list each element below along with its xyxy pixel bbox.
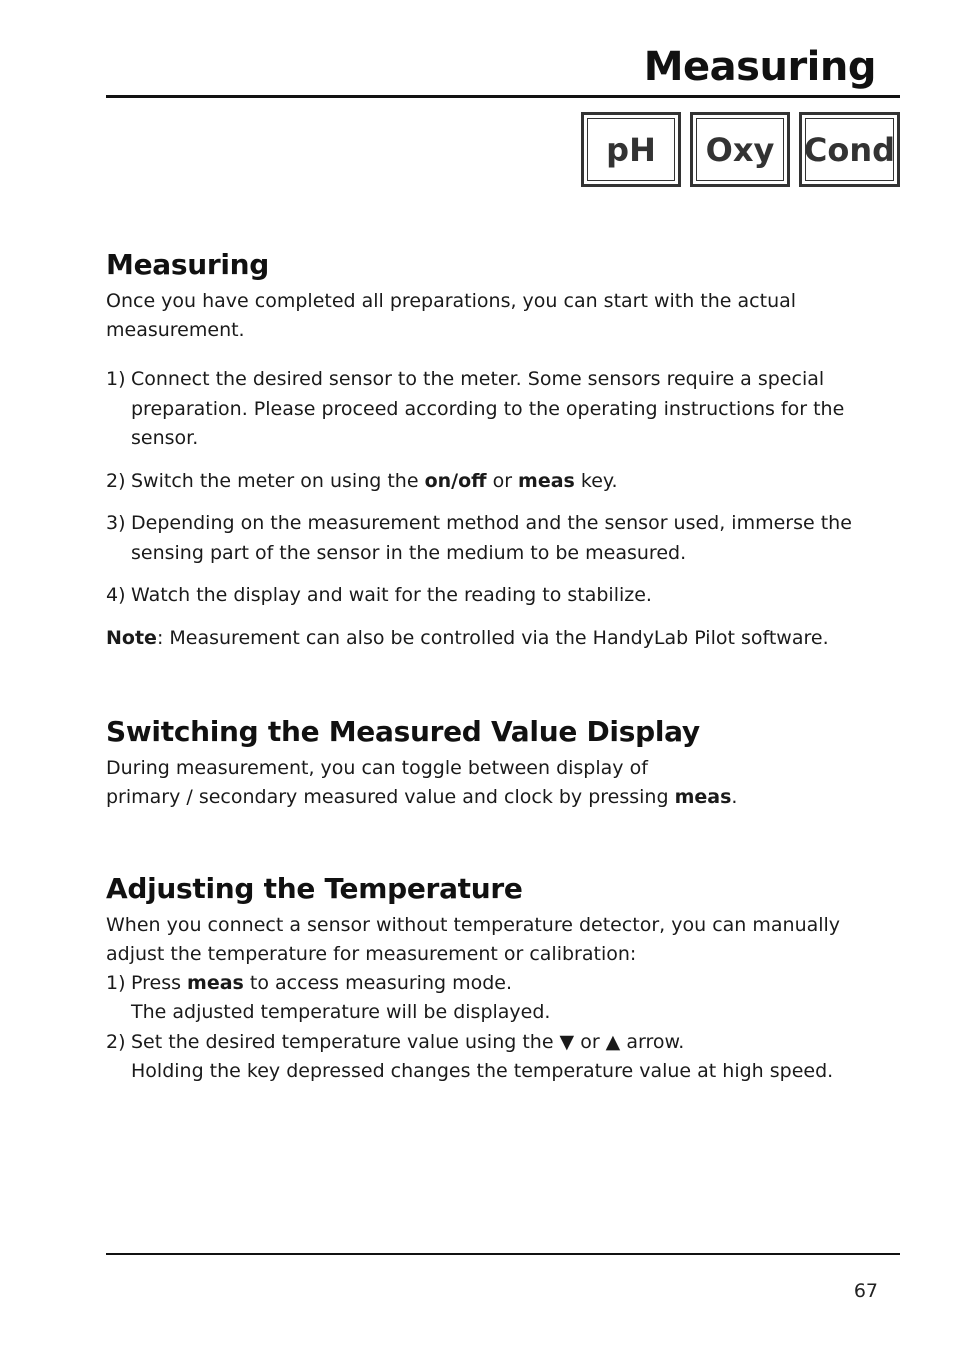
step-item — [106, 969, 896, 1028]
note — [106, 624, 896, 653]
step-text — [131, 969, 896, 1028]
footer-rule — [106, 1253, 900, 1255]
step-number: 1) — [106, 368, 126, 390]
section-heading: Measuring — [106, 248, 270, 281]
text-fragment: to access measuring mode. — [243, 971, 513, 994]
key-meas: meas — [187, 971, 244, 994]
step-text — [131, 1028, 896, 1087]
section-intro: Once you have completed all preparations, you can start with the actual measurement. — [106, 290, 797, 341]
section-measuring — [106, 248, 896, 653]
key-meas: meas — [518, 469, 575, 492]
text-line: Holding the key depressed changes the temperature value at high speed. — [131, 1060, 834, 1082]
step-text: Watch the display and wait for the reading to stabilize. — [131, 584, 652, 606]
badge-cond: Cond — [799, 112, 900, 187]
page-content — [106, 248, 896, 1087]
step-number: 2) — [106, 1030, 126, 1053]
step-number: 2) — [106, 469, 126, 492]
badge-ph: pH — [581, 112, 681, 187]
note-label: Note — [106, 626, 157, 649]
temperature-steps — [106, 969, 896, 1087]
text-fragment: Press — [131, 971, 188, 994]
badge-oxy: Oxy — [690, 112, 790, 187]
note-text: : Measurement can also be controlled via the HandyLab Pilot software. — [156, 626, 829, 649]
key-on-off: on/off — [424, 469, 487, 492]
sensor-badges — [581, 112, 900, 187]
step-item — [106, 1028, 896, 1087]
step-item — [106, 581, 896, 611]
header-rule — [106, 95, 900, 98]
text-fragment: key. — [574, 469, 618, 492]
page-title: Measuring — [643, 44, 876, 90]
section-intro: When you connect a sensor without temperature detector, you can manually adjust the temperature for measurement or calibration: — [106, 913, 841, 965]
step-item — [106, 467, 896, 497]
step-item — [106, 365, 896, 454]
text-fragment: or — [486, 469, 519, 492]
section-temperature — [106, 872, 896, 1087]
text-fragment: Switch the meter on using the — [131, 469, 425, 492]
measuring-steps — [106, 365, 896, 611]
text-fragment: . — [731, 785, 738, 808]
section-body — [106, 754, 896, 812]
text-line: primary / secondary measured value and clock by pressing — [106, 785, 675, 808]
section-heading: Adjusting the Temperature — [106, 871, 523, 905]
section-heading: Switching the Measured Value Display — [106, 714, 700, 748]
section-switching — [106, 715, 896, 812]
text-line: During measurement, you can toggle between display of — [106, 756, 648, 779]
step-number: 4) — [106, 584, 126, 606]
step-item — [106, 509, 896, 568]
step-text: Depending on the measurement method and the sensor used, immerse the sensing part of the sensor in the medium to be measured. — [131, 512, 852, 564]
text-line: Set the desired temperature value using the ▼ or ▲ arrow. — [131, 1030, 685, 1053]
page-number: 67 — [853, 1280, 878, 1302]
step-text: Connect the desired sensor to the meter. Some sensors require a special preparation. Please proceed according to the operating instructions for the sensor. — [131, 368, 845, 449]
key-meas: meas — [674, 785, 732, 808]
step-text — [131, 467, 896, 497]
text-line: The adjusted temperature will be displayed. — [131, 1001, 551, 1023]
step-number: 1) — [106, 971, 126, 994]
step-number: 3) — [106, 512, 126, 534]
